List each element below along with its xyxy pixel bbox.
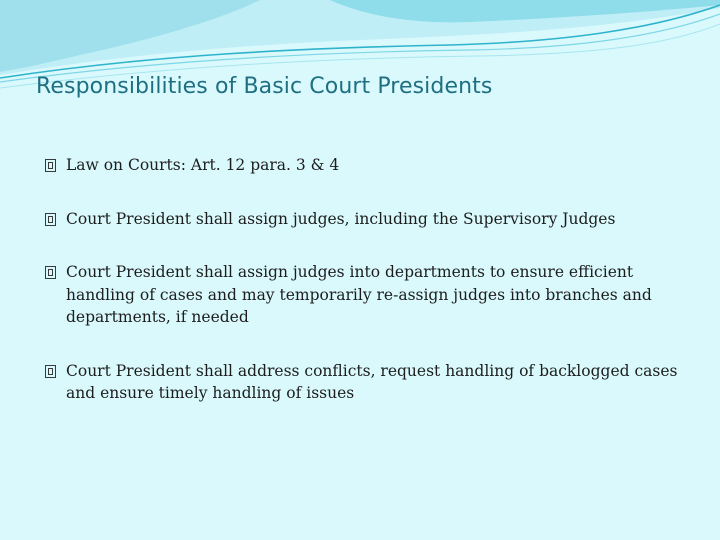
slide-title: Responsibilities of Basic Court Presidents	[36, 74, 493, 99]
bullet-item	[44, 208, 694, 231]
missing-glyph-box-icon	[45, 266, 56, 279]
missing-glyph-box-icon	[45, 213, 56, 226]
bullet-item	[44, 360, 694, 405]
bullet-text: Court President shall assign judges, including the Supervisory Judges	[66, 209, 616, 228]
bullet-list	[44, 154, 694, 405]
missing-glyph-box-icon	[45, 365, 56, 378]
bullet-text: Court President shall address conflicts, request handling of backlogged cases and ensure timely handling of issues	[66, 361, 678, 402]
missing-glyph-box-icon	[45, 159, 56, 172]
bullet-text: Court President shall assign judges into departments to ensure efficient handling of cases and may temporarily re-assign judges into branches and departments, if needed	[66, 263, 652, 326]
bullet-item	[44, 261, 694, 329]
bullet-text: Law on Courts: Art. 12 para. 3 & 4	[66, 156, 340, 174]
bullet-item	[44, 154, 694, 177]
